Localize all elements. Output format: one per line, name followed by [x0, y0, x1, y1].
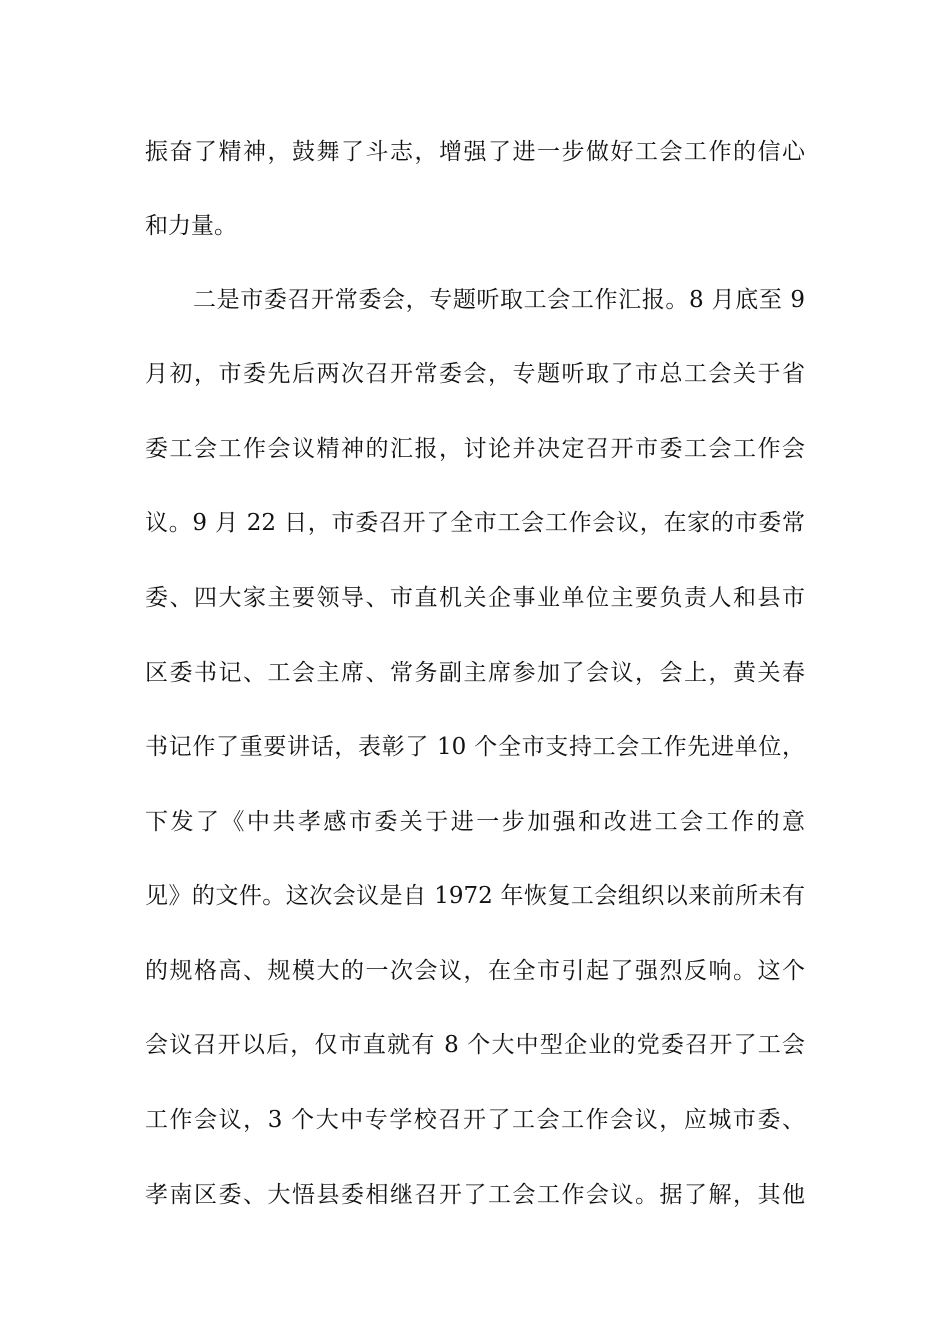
paragraph-start-line: 二是市委召开常委会，专题听取工会工作汇报。8 月底至 9: [193, 287, 805, 313]
text-line-2: 和力量。: [145, 213, 237, 239]
text-line-14: 工作会议，3 个大中专学校召开了工会工作会议，应城市委、: [145, 1107, 805, 1133]
text-line-7: 委、四大家主要领导、市直机关企事业单位主要负责人和县市: [145, 585, 805, 611]
text-line-15: 孝南区委、大悟县委相继召开了工会工作会议。据了解，其他: [145, 1182, 805, 1208]
text-line-12: 的规格高、规模大的一次会议，在全市引起了强烈反响。这个: [145, 958, 805, 984]
text-line-1: 振奋了精神，鼓舞了斗志，增强了进一步做好工会工作的信心: [145, 139, 805, 165]
text-line-6: 议。9 月 22 日，市委召开了全市工会工作会议，在家的市委常: [145, 510, 805, 536]
text-line-8: 区委书记、工会主席、常务副主席参加了会议，会上，黄关春: [145, 660, 805, 686]
text-line-13: 会议召开以后，仅市直就有 8 个大中型企业的党委召开了工会: [145, 1032, 805, 1058]
text-line-5: 委工会工作会议精神的汇报，讨论并决定召开市委工会工作会: [145, 436, 805, 462]
text-line-9: 书记作了重要讲话，表彰了 10 个全市支持工会工作先进单位，: [145, 734, 805, 760]
text-line-10: 下发了《中共孝感市委关于进一步加强和改进工会工作的意: [145, 809, 805, 835]
text-line-4: 月初，市委先后两次召开常委会，专题听取了市总工会关于省: [145, 361, 805, 387]
text-line-11: 见》的文件。这次会议是自 1972 年恢复工会组织以来前所未有: [145, 883, 805, 909]
